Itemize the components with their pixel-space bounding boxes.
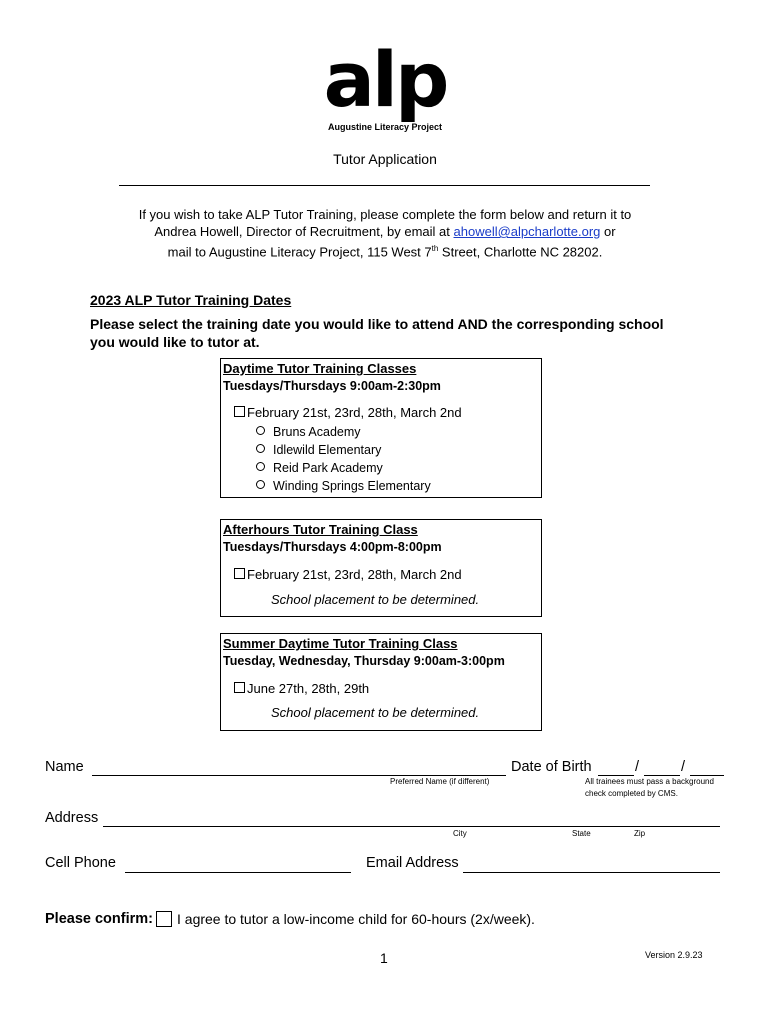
cell-phone-label: Cell Phone: [45, 855, 116, 871]
school-label: Winding Springs Elementary: [273, 479, 431, 493]
cell-phone-field[interactable]: [125, 872, 351, 873]
dob-day-field[interactable]: [644, 775, 680, 776]
school-option[interactable]: [256, 443, 381, 457]
box-hours: Tuesday, Wednesday, Thursday 9:00am-3:00pm: [223, 654, 505, 668]
box-hours: Tuesdays/Thursdays 4:00pm-8:00pm: [223, 540, 442, 554]
box-title: Daytime Tutor Training Classes: [223, 361, 417, 376]
date-option[interactable]: [234, 567, 462, 582]
daytime-training-box: [220, 358, 542, 498]
checkbox-icon[interactable]: [156, 911, 172, 927]
address-label: Address: [45, 810, 99, 826]
address-field[interactable]: [103, 826, 720, 827]
intro-line-3-end: Street, Charlotte NC 28202.: [438, 244, 603, 260]
dob-separator: /: [635, 759, 640, 775]
background-check-note: All trainees must pass a background: [585, 777, 714, 786]
intro-line-1: If you wish to take ALP Tutor Training, please complete the form below and return it to: [138, 207, 632, 222]
name-label: Name: [45, 759, 84, 775]
school-option[interactable]: [256, 425, 361, 439]
page-title: Tutor Application: [333, 151, 437, 167]
section-instruction: Please select the training date you would like to attend AND the corresponding school you would like to tutor at.: [90, 316, 664, 350]
intro-line-2-end: or: [600, 224, 616, 239]
dob-year-field[interactable]: [690, 775, 724, 776]
email-label: Email Address: [366, 855, 459, 871]
dob-month-field[interactable]: [598, 775, 634, 776]
school-option[interactable]: [256, 479, 431, 493]
version-label: Version 2.9.23: [645, 950, 703, 960]
section-title: 2023 ALP Tutor Training Dates: [90, 292, 292, 308]
placement-note: School placement to be determined.: [271, 705, 480, 720]
date-option-label: February 21st, 23rd, 28th, March 2nd: [247, 405, 462, 420]
radio-icon[interactable]: [256, 444, 265, 453]
checkbox-icon[interactable]: [234, 682, 245, 693]
radio-icon[interactable]: [256, 480, 265, 489]
radio-icon[interactable]: [256, 462, 265, 471]
city-hint: City: [453, 829, 467, 838]
intro-line-3: [100, 240, 670, 260]
intro-paragraph: [100, 206, 670, 260]
logo-tagline: Augustine Literacy Project: [327, 122, 443, 132]
zip-hint: Zip: [634, 829, 646, 838]
date-option[interactable]: [234, 405, 462, 420]
confirm-label: Please confirm:: [45, 911, 153, 927]
box-title: Afterhours Tutor Training Class: [223, 522, 418, 537]
afterhours-training-box: [220, 519, 542, 617]
email-field[interactable]: [463, 872, 720, 873]
date-option-label: June 27th, 28th, 29th: [247, 681, 370, 696]
school-label: Idlewild Elementary: [273, 443, 382, 457]
confirm-text: I agree to tutor a low-income child for 60-hours (2x/week).: [177, 911, 535, 927]
email-link[interactable]: ahowell@alpcharlotte.org: [453, 224, 601, 239]
placement-note: School placement to be determined.: [271, 592, 480, 607]
ordinal-suffix: th: [431, 244, 439, 253]
date-option[interactable]: [234, 681, 369, 696]
school-label: Reid Park Academy: [273, 461, 383, 475]
page-number: 1: [380, 950, 388, 966]
confirm-checkbox[interactable]: [156, 911, 172, 930]
intro-line-3-text: mail to Augustine Literacy Project, 115 West 7: [167, 244, 432, 260]
title-divider: [119, 185, 650, 186]
name-field[interactable]: [92, 775, 506, 776]
dob-separator: /: [681, 759, 686, 775]
intro-line-2-text: Andrea Howell, Director of Recruitment, by email at: [154, 224, 454, 239]
alp-logo-wordmark: alp: [323, 35, 447, 124]
summer-training-box: [220, 633, 542, 731]
school-option[interactable]: [256, 461, 383, 475]
preferred-name-hint: Preferred Name (if different): [390, 777, 490, 786]
box-title: Summer Daytime Tutor Training Class: [223, 636, 458, 651]
intro-line-2: [100, 223, 670, 240]
school-label: Bruns Academy: [273, 425, 361, 439]
dob-label: Date of Birth: [511, 759, 592, 775]
state-hint: State: [572, 829, 591, 838]
date-option-label: February 21st, 23rd, 28th, March 2nd: [247, 567, 462, 582]
checkbox-icon[interactable]: [234, 406, 245, 417]
checkbox-icon[interactable]: [234, 568, 245, 579]
background-check-note: check completed by CMS.: [585, 789, 678, 798]
box-hours: Tuesdays/Thursdays 9:00am-2:30pm: [223, 379, 441, 393]
radio-icon[interactable]: [256, 426, 265, 435]
